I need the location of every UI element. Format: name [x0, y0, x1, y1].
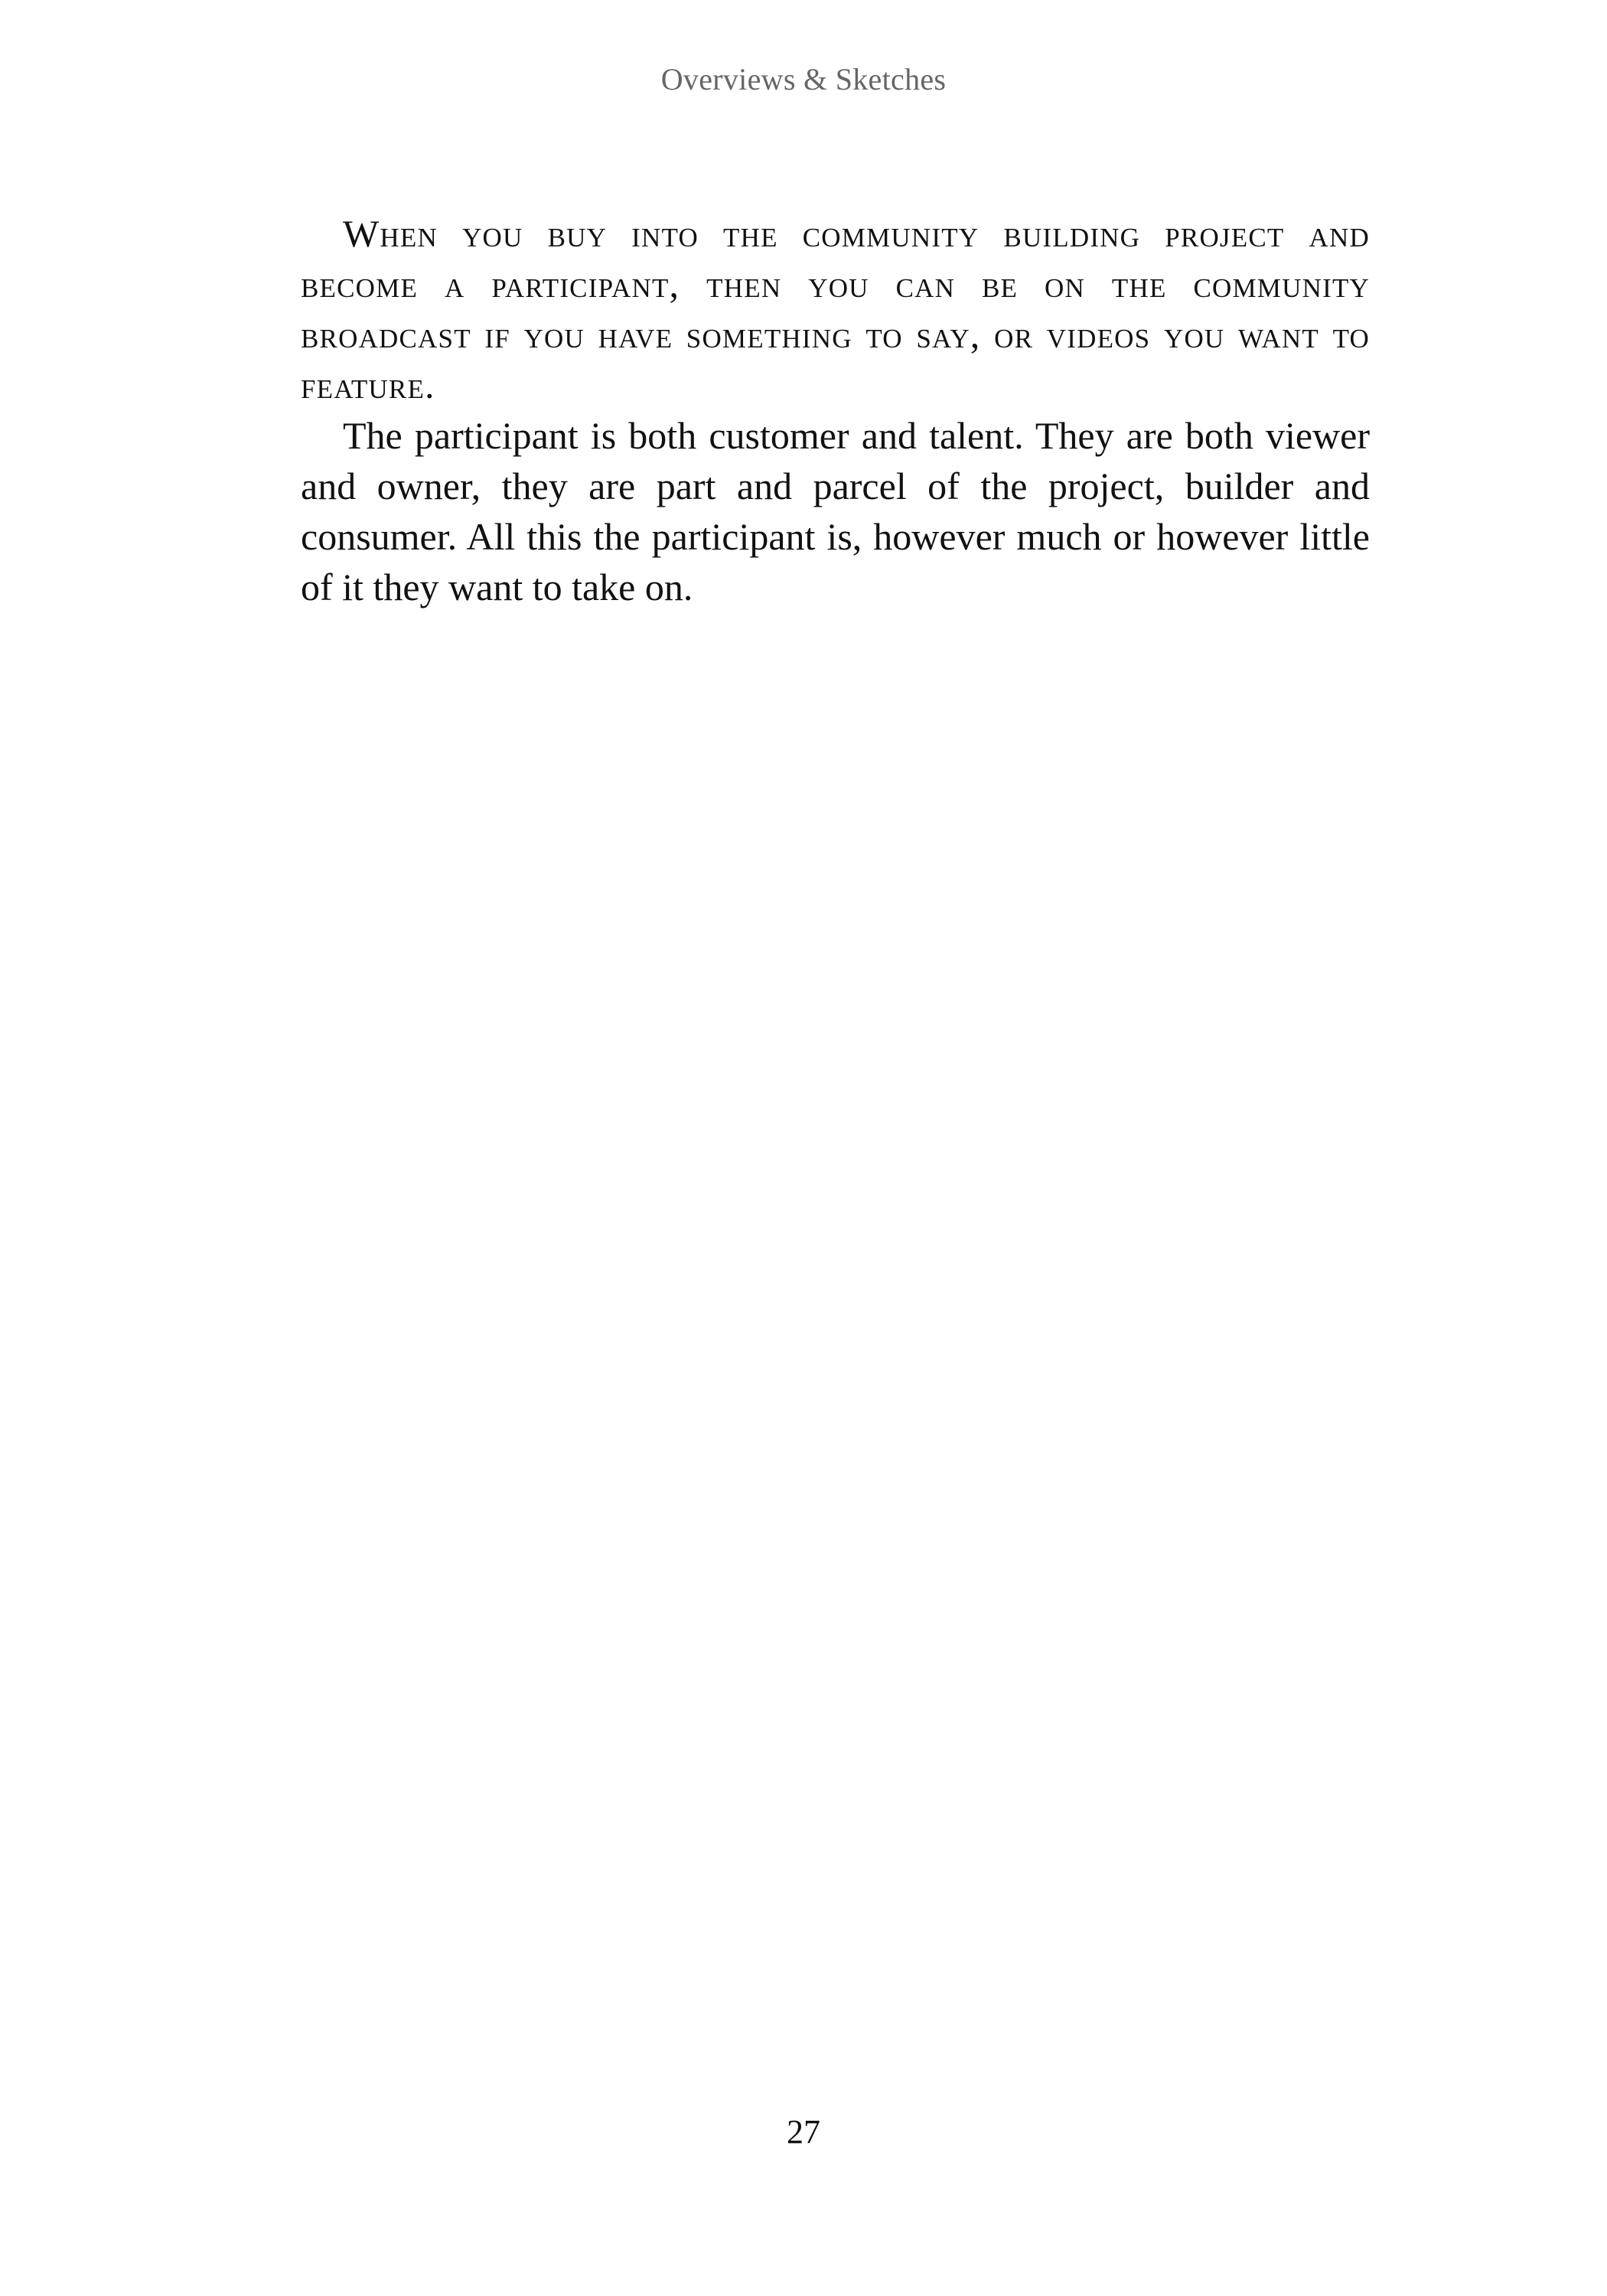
paragraph-opening: When you buy into the community building project and become a participant, then you can be on the community broadcast if you have something to say, or videos you want to feature.: [301, 212, 1370, 406]
page-number: 27: [787, 2113, 820, 2151]
body-text: [301, 208, 1370, 612]
paragraph: The participant is both customer and talent. They are both viewer and owner, they are part and parcel of the project, builder and consumer. All this the participant is, however much or however little of it they want to take on.: [301, 414, 1370, 608]
running-head: Overviews & Sketches: [660, 62, 947, 96]
